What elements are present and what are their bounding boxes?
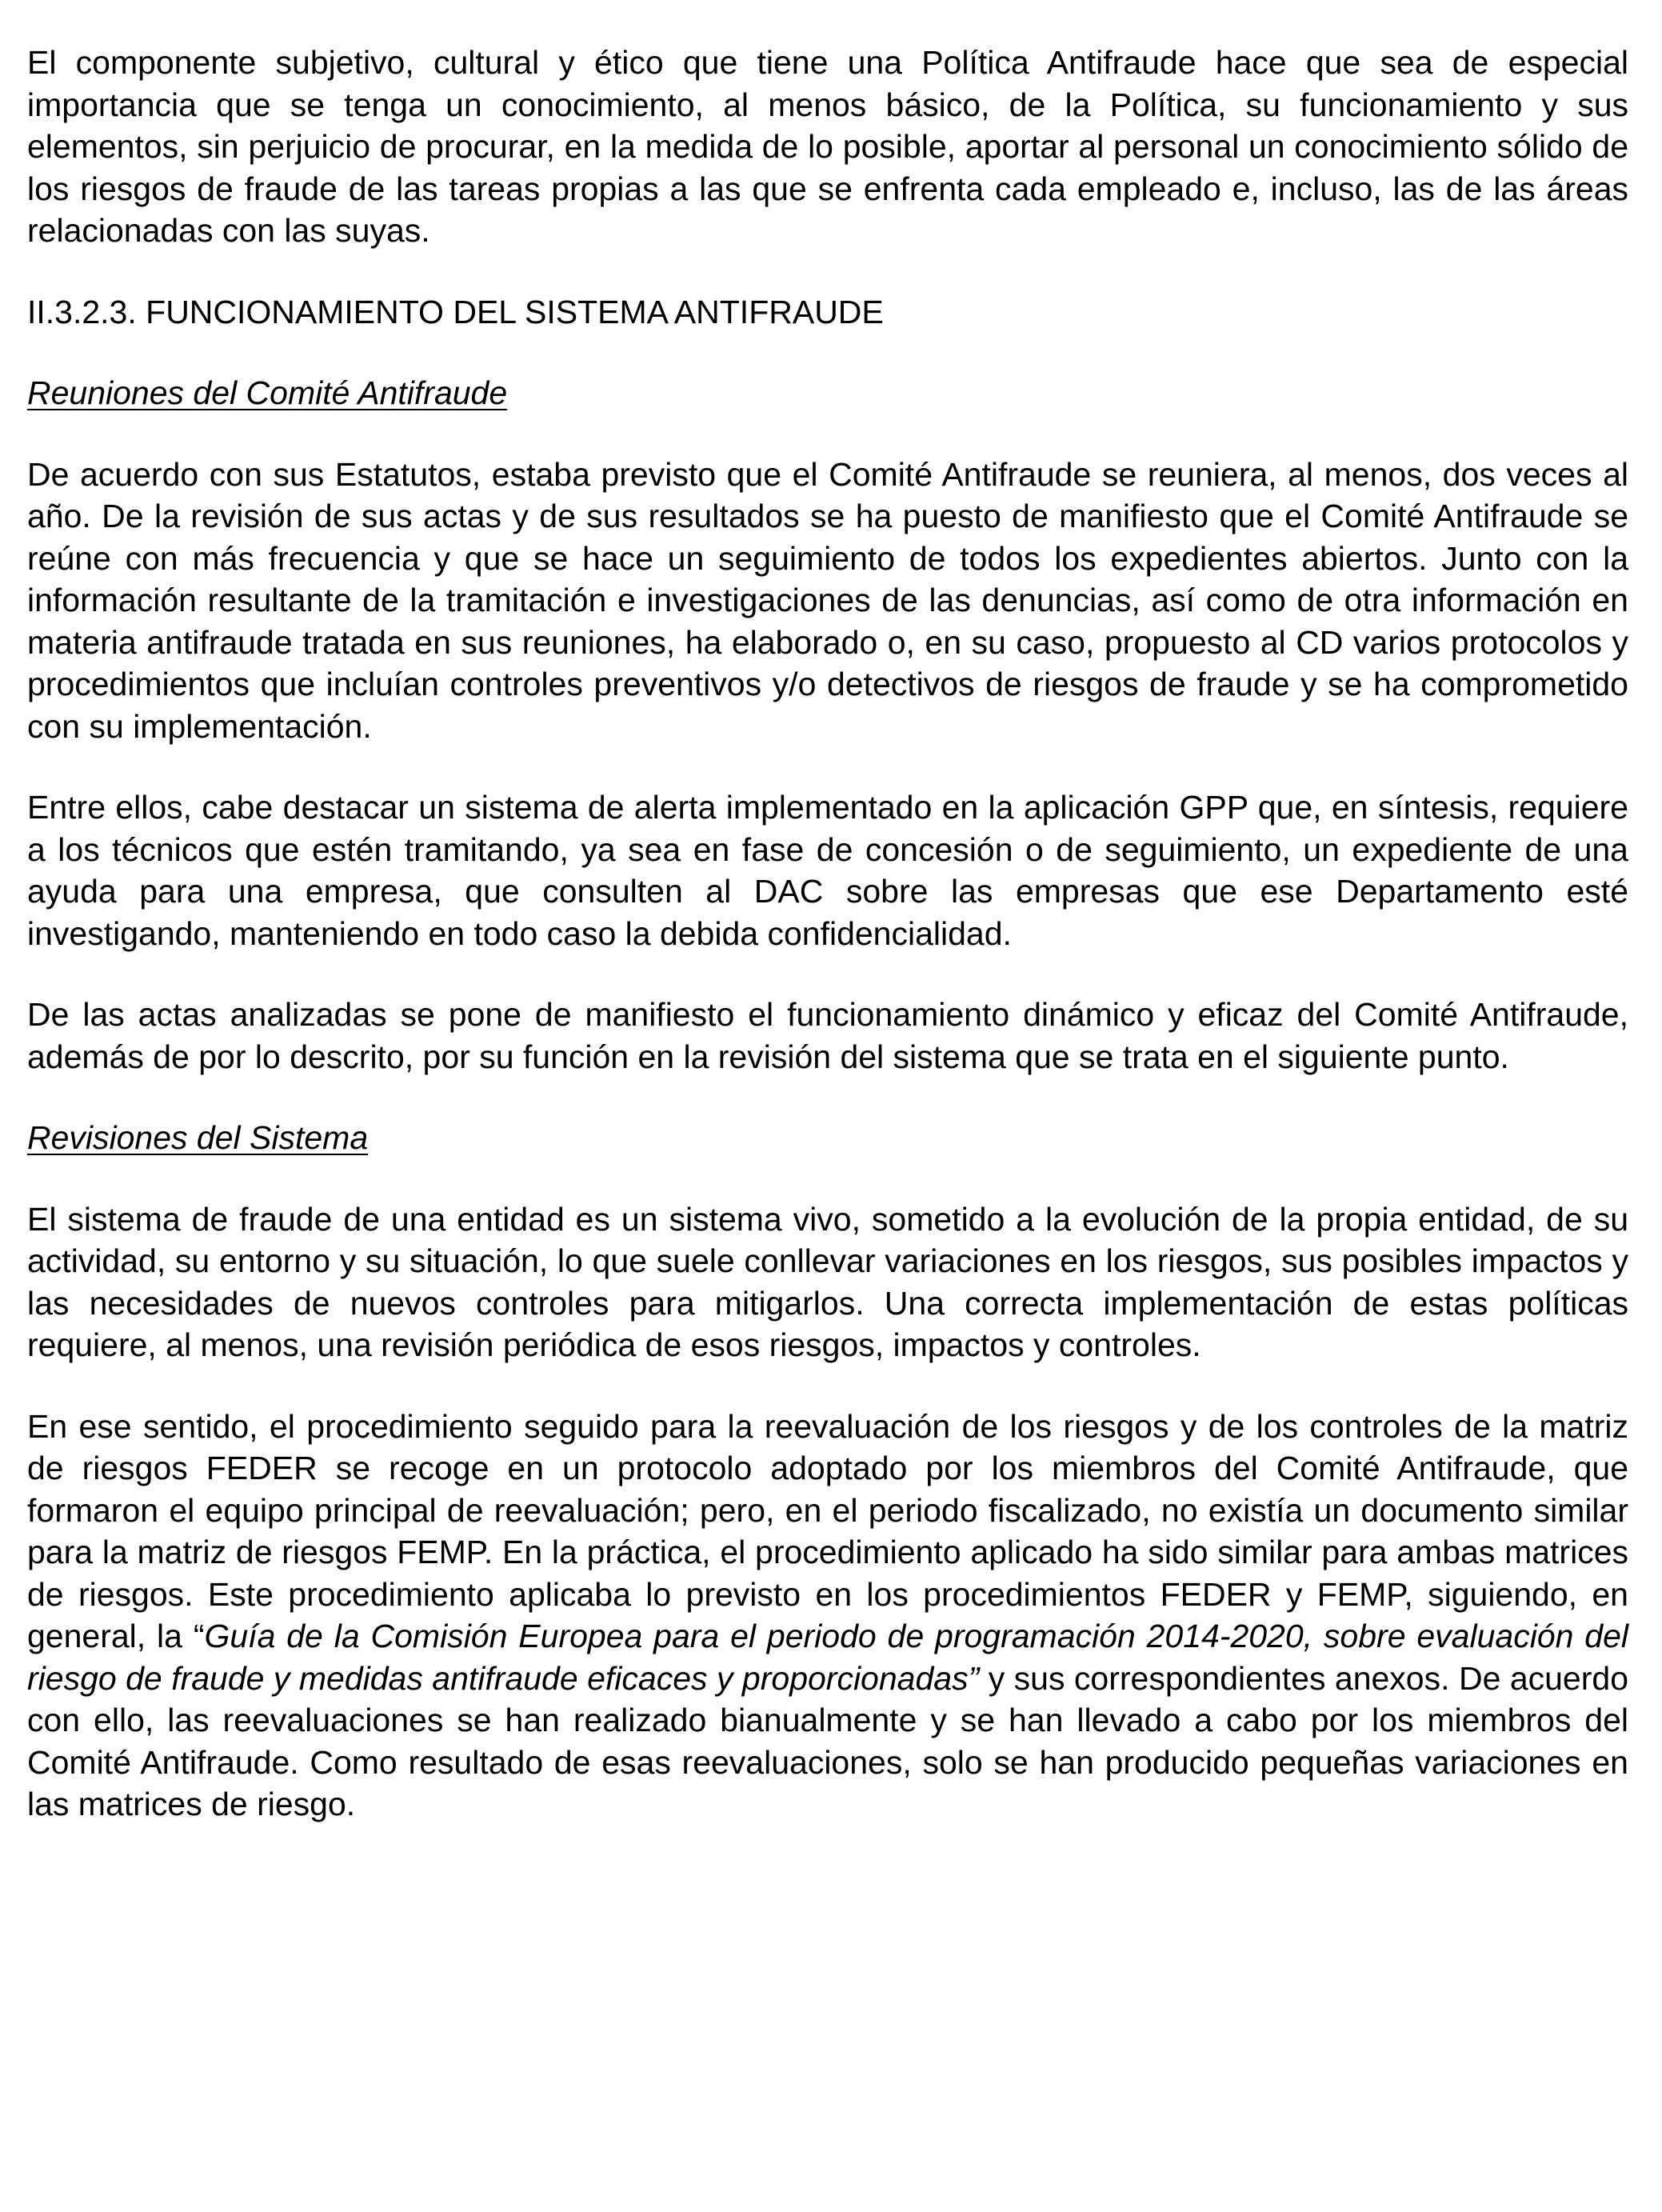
paragraph-reuniones-1: De acuerdo con sus Estatutos, estaba previsto que el Comité Antifraude se reuniera, al menos, dos veces al año. De la revisión de sus actas y de sus resultados se ha puesto de manifiesto que el Comité Antifraude se reúne con más frecuencia y que se hace un seguimiento de todos los expedientes abiertos. Junto con la información resultante de la tramitación e investigaciones de las denuncias, así como de otra información en materia antifraude tratada en sus reuniones, ha elaborado o, en su caso, propuesto al CD varios protocolos y procedimientos que incluían controles preventivos y/o detectivos de riesgos de fraude y se ha comprometido con su implementación. [27, 455, 1628, 745]
subsection-title-revisiones: Revisiones del Sistema [27, 1119, 369, 1156]
guide-title-italic: Guía de la Comisión Europea para el periodo de programación 2014-2020, sobre evaluación del riesgo de fraude y medidas antifraude eficaces y proporcionadas” [27, 1618, 1628, 1697]
intro-paragraph: El componente subjetivo, cultural y ético que tiene una Política Antifraude hace que sea de especial importancia que se tenga un conocimiento, al menos básico, de la Política, su funcionamiento y sus elementos, sin perjuicio de procurar, en la medida de lo posible, aportar al personal un conocimiento sólido de los riesgos de fraude de las tareas propias a las que se enfrenta cada empleado e, incluso, las de las áreas relacionadas con las suyas. [27, 44, 1628, 249]
paragraph-reuniones-3: De las actas analizadas se pone de manifiesto el funcionamiento dinámico y eficaz del Comité Antifraude, además de por lo descrito, por su función en la revisión del sistema que se trata en el siguiente punto. [27, 996, 1628, 1075]
document-page [27, 42, 1628, 1865]
paragraph-revisiones-1: El sistema de fraude de una entidad es un sistema vivo, sometido a la evolución de la propia entidad, de su actividad, su entorno y su situación, lo que suele conllevar variaciones en los riesgos, sus posibles impactos y las necesidades de nuevos controles para mitigarlos. Una correcta implementación de estas políticas requiere, al menos, una revisión periódica de esos riesgos, impactos y controles. [27, 1200, 1628, 1363]
subsection-title-reuniones: Reuniones del Comité Antifraude [27, 374, 508, 411]
section-heading: II.3.2.3. FUNCIONAMIENTO DEL SISTEMA ANTIFRAUDE [27, 293, 884, 330]
paragraph-revisiones-2-text-end: y sus correspondientes anexos. De acuerdo con ello, las reevaluaciones se han realizado bianualmente y se han llevado a cabo por los miembros del Comité Antifraude. Como resultado de esas reevaluaciones, solo se han producido pequeñas variaciones en las matrices de riesgo. [27, 1659, 1628, 1822]
paragraph-revisiones-2 [27, 1406, 1628, 1826]
paragraph-revisiones-2-text-start: En ese sentido, el procedimiento seguido para la reevaluación de los riesgos y de los controles de la matriz de riesgos FEDER se recoge en un protocolo adoptado por los miembros del Comité Antifraude, que formaron el equipo principal de reevaluación; pero, en el periodo fiscalizado, no existía un documento similar para la matriz de riesgos FEMP. En la práctica, el procedimiento aplicado ha sido similar para ambas matrices de riesgos. Este procedimiento aplicaba lo previsto en los procedimientos FEDER y FEMP, siguiendo, en general, la “ [27, 1407, 1628, 1654]
paragraph-reuniones-2: Entre ellos, cabe destacar un sistema de alerta implementado en la aplicación GPP que, en síntesis, requiere a los técnicos que estén tramitando, ya sea en fase de concesión o de seguimiento, un expediente de una ayuda para una empresa, que consulten al DAC sobre las empresas que ese Departamento esté investigando, manteniendo en todo caso la debida confidencialidad. [27, 789, 1628, 952]
